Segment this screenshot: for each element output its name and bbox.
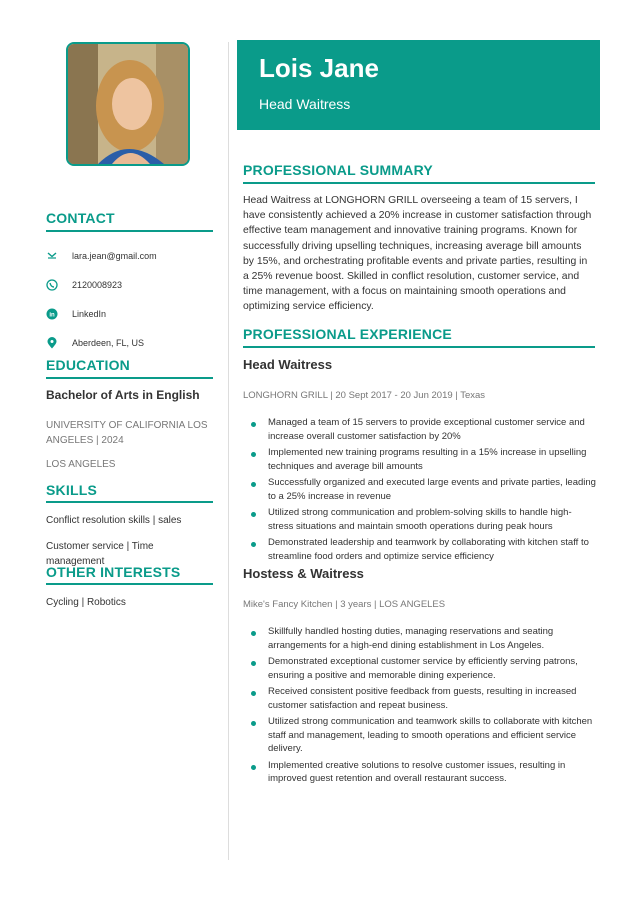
- skills-rule: [46, 501, 213, 503]
- education-school: UNIVERSITY OF CALIFORNIA LOS ANGELES | 2024: [46, 420, 208, 446]
- job-bullet: Demonstrated exceptional customer service by efficiently serving patrons, ensuring a positive and memorable dining experience.: [250, 655, 596, 682]
- profile-photo: [66, 42, 190, 166]
- job-meta: LONGHORN GRILL | 20 Sept 2017 - 20 Jun 2019 | Texas: [243, 390, 486, 401]
- contact-linkedin[interactable]: [46, 306, 106, 322]
- summary-heading: PROFESSIONAL SUMMARY: [243, 162, 433, 178]
- job-bullet: Utilized strong communication and teamwork skills to collaborate with kitchen staff and management, leading to smooth operations and efficient service delivery.: [250, 715, 596, 756]
- summary-text: Head Waitress at LONGHORN GRILL overseeing a team of 15 servers, I have consistently achieved a 20% increase in customer satisfaction through effective team management and innovative training programs. Known for successfully driving upselling techniques, increasing average bill amounts by 15%, and orchestrating profitable events and private parties, resulting in a 25% revenue boost. Skilled in conflict resolution, customer service, and time management, with a focus on maintaining smooth operations and optimizing service efficiency.: [243, 195, 592, 313]
- job-bullets: [250, 625, 596, 786]
- skill-item: Customer service | Time management: [46, 541, 154, 567]
- job-bullet: Utilized strong communication and problem-solving skills to handle high-stress situations and maintain smooth operations during peak hours: [250, 506, 596, 533]
- job-bullet: Demonstrated leadership and teamwork by collaborating with kitchen staff to streamline food orders and optimize service efficiency: [250, 536, 596, 563]
- profile-photo-image: [68, 44, 188, 164]
- contact-email[interactable]: [46, 248, 157, 264]
- skill-item: Conflict resolution skills | sales: [46, 515, 182, 526]
- bullet-dot-icon: [251, 452, 256, 457]
- bullet-dot-icon: [251, 542, 256, 547]
- education-degree: Bachelor of Arts in English: [46, 388, 200, 402]
- bullet-dot-icon: [251, 422, 256, 427]
- bullet-dot-icon: [251, 721, 256, 726]
- contact-phone-text: 2120008923: [72, 280, 123, 290]
- contact-linkedin-text: LinkedIn: [72, 309, 107, 319]
- contact-rule: [46, 230, 213, 232]
- job-meta: Mike's Fancy Kitchen | 3 years | LOS ANGELES: [243, 599, 446, 610]
- bullet-dot-icon: [251, 661, 256, 666]
- education-heading: EDUCATION: [46, 357, 130, 373]
- job-bullet: Implemented new training programs resulting in a 15% increase in upselling techniques and average bill amounts: [250, 446, 596, 473]
- job-bullet: Implemented creative solutions to resolve customer issues, resulting in improved guest retention and overall restaurant success.: [250, 759, 596, 786]
- bullet-dot-icon: [251, 765, 256, 770]
- job-bullets: [250, 416, 596, 563]
- education-rule: [46, 377, 213, 379]
- contact-email-text: lara.jean@gmail.com: [72, 251, 157, 261]
- job-title: Hostess & Waitress: [243, 566, 364, 581]
- contact-phone[interactable]: [46, 277, 122, 293]
- job-bullet: Successfully organized and executed large events and private parties, leading to a 25% increase in revenue: [250, 476, 596, 503]
- name-header: [237, 40, 600, 130]
- experience-heading: PROFESSIONAL EXPERIENCE: [243, 326, 452, 342]
- education-location: LOS ANGELES: [46, 459, 116, 470]
- contact-location: [46, 335, 144, 351]
- email-icon: [46, 250, 58, 262]
- job-bullet: Received consistent positive feedback from guests, resulting in increased customer satisfaction and repeat business.: [250, 685, 596, 712]
- location-icon: [46, 337, 58, 349]
- interests-heading: OTHER INTERESTS: [46, 564, 181, 580]
- interests-text: Cycling | Robotics: [46, 597, 126, 608]
- phone-icon: [46, 279, 58, 291]
- candidate-role: Head Waitress: [259, 96, 351, 112]
- candidate-name: Lois Jane: [259, 53, 379, 83]
- summary-rule: [243, 182, 595, 184]
- bullet-dot-icon: [251, 482, 256, 487]
- bullet-dot-icon: [251, 631, 256, 636]
- bullet-dot-icon: [251, 691, 256, 696]
- column-divider: [228, 42, 229, 860]
- svg-text:in: in: [49, 312, 55, 319]
- job-bullet: Managed a team of 15 servers to provide exceptional customer service and increase overall customer satisfaction by 20%: [250, 416, 596, 443]
- interests-rule: [46, 583, 213, 585]
- bullet-dot-icon: [251, 512, 256, 517]
- contact-heading: CONTACT: [46, 210, 115, 226]
- experience-rule: [243, 346, 595, 348]
- contact-location-text: Aberdeen, FL, US: [72, 338, 145, 348]
- job-bullet: Skillfully handled hosting duties, managing reservations and seating arrangements for a high-end dining establishment in Los Angeles.: [250, 625, 596, 652]
- linkedin-icon: [46, 308, 58, 320]
- skills-heading: SKILLS: [46, 482, 97, 498]
- job-title: Head Waitress: [243, 357, 333, 372]
